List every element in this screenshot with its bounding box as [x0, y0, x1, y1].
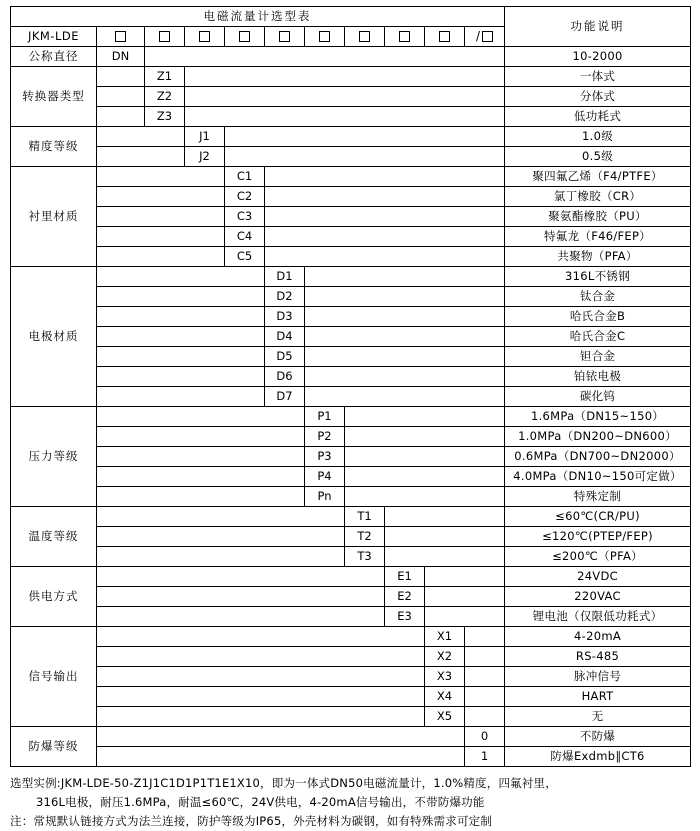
notes-block — [10, 774, 690, 831]
category-lining-material: 衬里材质 — [11, 167, 97, 267]
code-box-icon — [399, 31, 410, 42]
spacer-cell — [265, 227, 505, 247]
desc-rs485: RS-485 — [505, 647, 691, 667]
code-box-cell-2 — [145, 27, 185, 47]
desc-integrated: 一体式 — [505, 67, 691, 87]
code-t3: T3 — [345, 547, 385, 567]
spacer-cell — [345, 427, 505, 447]
code-z3: Z3 — [145, 107, 185, 127]
spacer-cell — [97, 487, 305, 507]
spacer-cell — [97, 287, 265, 307]
code-box-cell-6 — [305, 27, 345, 47]
spacer-cell — [385, 507, 505, 527]
desc-pulse: 脉冲信号 — [505, 667, 691, 687]
spacer-cell — [425, 567, 505, 587]
code-c4: C4 — [225, 227, 265, 247]
code-box-icon — [439, 31, 450, 42]
desc-separated: 分体式 — [505, 87, 691, 107]
spacer-cell — [97, 67, 145, 87]
spacer-cell — [97, 207, 225, 227]
category-pressure-class: 压力等级 — [11, 407, 97, 507]
code-d2: D2 — [265, 287, 305, 307]
code-d3: D3 — [265, 307, 305, 327]
code-box-cell-5 — [265, 27, 305, 47]
desc-p2: 1.0MPa（DN200~DN600） — [505, 427, 691, 447]
code-box-icon — [239, 31, 250, 42]
code-x4: X4 — [425, 687, 465, 707]
spacer-cell — [97, 667, 425, 687]
code-j2: J2 — [185, 147, 225, 167]
desc-24vdc: 24VDC — [505, 567, 691, 587]
desc-p4: 4.0MPa（DN10~150可定做） — [505, 467, 691, 487]
desc-pn: 特殊定制 — [505, 487, 691, 507]
spacer-cell — [265, 207, 505, 227]
spacer-cell — [465, 647, 505, 667]
spacer-cell — [185, 87, 505, 107]
table-row — [11, 387, 691, 407]
desc-platinum-iridium: 铂铱电极 — [505, 367, 691, 387]
table-row — [11, 407, 691, 427]
example-note-line-1: 选型实例:JKM-LDE-50-Z1J1C1D1P1T1E1X10，即为一体式DN50电磁流量计，1.0%精度，四氟衬里， — [10, 776, 557, 790]
code-box-cell-10 — [465, 27, 505, 47]
selection-table — [10, 6, 691, 767]
spacer-cell — [465, 627, 505, 647]
spacer-cell — [305, 347, 505, 367]
code-box-cell-1 — [97, 27, 145, 47]
spacer-cell — [425, 587, 505, 607]
code-box-cell-9 — [425, 27, 465, 47]
desc-t1: ≤60℃(CR/PU) — [505, 507, 691, 527]
category-electrode-material: 电极材质 — [11, 267, 97, 407]
spacer-cell — [97, 547, 345, 567]
spacer-cell — [385, 547, 505, 567]
desc-hastelloy-b: 哈氏合金B — [505, 307, 691, 327]
table-row — [11, 287, 691, 307]
code-z2: Z2 — [145, 87, 185, 107]
code-d4: D4 — [265, 327, 305, 347]
spacer-cell — [97, 467, 305, 487]
table-header-row — [11, 7, 691, 27]
code-e2: E2 — [385, 587, 425, 607]
code-p3: P3 — [305, 447, 345, 467]
spacer-cell — [97, 707, 425, 727]
code-e1: E1 — [385, 567, 425, 587]
code-t1: T1 — [345, 507, 385, 527]
table-row — [11, 527, 691, 547]
category-nominal-diameter: 公称直径 — [11, 47, 97, 67]
desc-titanium: 钛合金 — [505, 287, 691, 307]
spacer-cell — [97, 687, 425, 707]
code-box-icon — [159, 31, 170, 42]
slash-separator: / — [475, 28, 481, 43]
category-signal-output: 信号输出 — [11, 627, 97, 727]
code-box-cell-3 — [185, 27, 225, 47]
table-row — [11, 567, 691, 587]
table-row — [11, 67, 691, 87]
code-t2: T2 — [345, 527, 385, 547]
table-row — [11, 667, 691, 687]
desc-low-power: 低功耗式 — [505, 107, 691, 127]
code-d6: D6 — [265, 367, 305, 387]
code-p4: P4 — [305, 467, 345, 487]
table-row — [11, 107, 691, 127]
table-row — [11, 707, 691, 727]
desc-p3: 0.6MPa（DN700~DN2000） — [505, 447, 691, 467]
spacer-cell — [97, 347, 265, 367]
spacer-cell — [265, 167, 505, 187]
code-x1: X1 — [425, 627, 465, 647]
table-row — [11, 627, 691, 647]
desc-nominal-diameter: 10-2000 — [505, 47, 691, 67]
spacer-cell — [97, 447, 305, 467]
desc-battery: 锂电池（仅限低功耗式） — [505, 607, 691, 627]
desc-t3: ≤200℃（PFA） — [505, 547, 691, 567]
table-row — [11, 147, 691, 167]
table-row — [11, 367, 691, 387]
spacer-cell — [345, 407, 505, 427]
spacer-cell — [97, 627, 425, 647]
code-box-icon — [199, 31, 210, 42]
table-row — [11, 427, 691, 447]
table-row — [11, 547, 691, 567]
spacer-cell — [97, 127, 185, 147]
code-c3: C3 — [225, 207, 265, 227]
spacer-cell — [185, 67, 505, 87]
code-c1: C1 — [225, 167, 265, 187]
code-box-cell-4 — [225, 27, 265, 47]
spacer-cell — [97, 727, 465, 747]
code-box-cell-7 — [345, 27, 385, 47]
table-row — [11, 467, 691, 487]
table-row — [11, 187, 691, 207]
code-d5: D5 — [265, 347, 305, 367]
spacer-cell — [185, 107, 505, 127]
category-temperature-class: 温度等级 — [11, 507, 97, 567]
table-row — [11, 127, 691, 147]
category-explosion-proof: 防爆等级 — [11, 727, 97, 767]
code-z1: Z1 — [145, 67, 185, 87]
spacer-cell — [97, 187, 225, 207]
table-row — [11, 687, 691, 707]
table-row — [11, 267, 691, 287]
table-row — [11, 487, 691, 507]
spacer-cell — [265, 187, 505, 207]
desc-fep: 特氟龙（F46/FEP） — [505, 227, 691, 247]
code-e3: E3 — [385, 607, 425, 627]
spacer-cell — [265, 247, 505, 267]
desc-non-explosion-proof: 不防爆 — [505, 727, 691, 747]
code-box-icon — [482, 31, 493, 42]
spacer-cell — [97, 747, 465, 767]
example-note-line-2: 316L电极，耐压1.6MPa，耐温≤60℃，24V供电，4-20mA信号输出，不带防爆功能 — [36, 794, 485, 809]
desc-tungsten-carbide: 碳化钨 — [505, 387, 691, 407]
code-ex-1: 1 — [465, 747, 505, 767]
spacer-cell — [305, 267, 505, 287]
code-x5: X5 — [425, 707, 465, 727]
desc-cr: 氯丁橡胶（CR） — [505, 187, 691, 207]
code-box-icon — [319, 31, 330, 42]
spacer-cell — [97, 227, 225, 247]
category-accuracy-class: 精度等级 — [11, 127, 97, 167]
desc-tantalum: 钽合金 — [505, 347, 691, 367]
spacer-cell — [345, 487, 505, 507]
spacer-cell — [97, 567, 385, 587]
spacer-cell — [97, 587, 385, 607]
table-row — [11, 747, 691, 767]
table-row — [11, 47, 691, 67]
spacer-cell — [97, 267, 265, 287]
spacer-cell — [97, 407, 305, 427]
spacer-cell — [305, 367, 505, 387]
spacer-cell — [345, 467, 505, 487]
code-d7: D7 — [265, 387, 305, 407]
desc-accuracy-05: 0.5级 — [505, 147, 691, 167]
table-row — [11, 307, 691, 327]
spacer-cell — [97, 367, 265, 387]
code-j1: J1 — [185, 127, 225, 147]
category-power-supply: 供电方式 — [11, 567, 97, 627]
code-p2: P2 — [305, 427, 345, 447]
desc-hart: HART — [505, 687, 691, 707]
code-p1: P1 — [305, 407, 345, 427]
desc-316l: 316L不锈钢 — [505, 267, 691, 287]
code-dn: DN — [97, 47, 145, 67]
code-box-cell-8 — [385, 27, 425, 47]
desc-none: 无 — [505, 707, 691, 727]
desc-ptfe: 聚四氟乙烯（F4/PTFE） — [505, 167, 691, 187]
table-row — [11, 727, 691, 747]
table-row — [11, 607, 691, 627]
code-c2: C2 — [225, 187, 265, 207]
table-row — [11, 247, 691, 267]
table-row — [11, 587, 691, 607]
spacer-cell — [97, 87, 145, 107]
spacer-cell — [97, 507, 345, 527]
spacer-cell — [97, 107, 145, 127]
desc-accuracy-10: 1.0级 — [505, 127, 691, 147]
desc-4-20ma: 4-20mA — [505, 627, 691, 647]
spacer-cell — [97, 307, 265, 327]
desc-explosion-proof: 防爆Exdmb∥CT6 — [505, 747, 691, 767]
table-row — [11, 327, 691, 347]
spacer-cell — [145, 47, 505, 67]
spacer-cell — [97, 147, 185, 167]
spacer-cell — [97, 427, 305, 447]
spacer-cell — [97, 607, 385, 627]
desc-220vac: 220VAC — [505, 587, 691, 607]
spacer-cell — [97, 647, 425, 667]
code-x3: X3 — [425, 667, 465, 687]
spacer-cell — [305, 287, 505, 307]
table-row — [11, 87, 691, 107]
function-column-header: 功能说明 — [505, 7, 691, 47]
spacer-cell — [305, 307, 505, 327]
table-row — [11, 167, 691, 187]
table-title: 电磁流量计选型表 — [11, 7, 505, 27]
spacer-cell — [97, 527, 345, 547]
table-row — [11, 347, 691, 367]
spacer-cell — [225, 147, 505, 167]
category-converter-type: 转换器类型 — [11, 67, 97, 127]
spacer-cell — [97, 327, 265, 347]
table-row — [11, 227, 691, 247]
table-row — [11, 207, 691, 227]
spacer-cell — [465, 707, 505, 727]
table-row — [11, 507, 691, 527]
spacer-cell — [305, 387, 505, 407]
desc-hastelloy-c: 哈氏合金C — [505, 327, 691, 347]
desc-pu: 聚氨酯橡胶（PU） — [505, 207, 691, 227]
spacer-cell — [97, 167, 225, 187]
spacer-cell — [345, 447, 505, 467]
spacer-cell — [225, 127, 505, 147]
desc-p1: 1.6MPa（DN15~150） — [505, 407, 691, 427]
table-row — [11, 447, 691, 467]
spacer-cell — [425, 607, 505, 627]
code-box-icon — [115, 31, 126, 42]
code-x2: X2 — [425, 647, 465, 667]
spacer-cell — [465, 687, 505, 707]
code-box-icon — [359, 31, 370, 42]
model-prefix: JKM-LDE — [11, 27, 97, 47]
spacer-cell — [97, 247, 225, 267]
code-ex-0: 0 — [465, 727, 505, 747]
code-d1: D1 — [265, 267, 305, 287]
code-c5: C5 — [225, 247, 265, 267]
spacer-cell — [97, 387, 265, 407]
desc-t2: ≤120℃(PTEP/FEP) — [505, 527, 691, 547]
spacer-cell — [305, 327, 505, 347]
spacer-cell — [465, 667, 505, 687]
table-row — [11, 647, 691, 667]
code-pn: Pn — [305, 487, 345, 507]
spacer-cell — [385, 527, 505, 547]
general-note-line: 注：常规默认链接方式为法兰连接，防护等级为IP65，外壳材料为碳钢，如有特殊需求可定制 — [10, 813, 493, 828]
desc-pfa: 共聚物（PFA） — [505, 247, 691, 267]
code-box-icon — [279, 31, 290, 42]
